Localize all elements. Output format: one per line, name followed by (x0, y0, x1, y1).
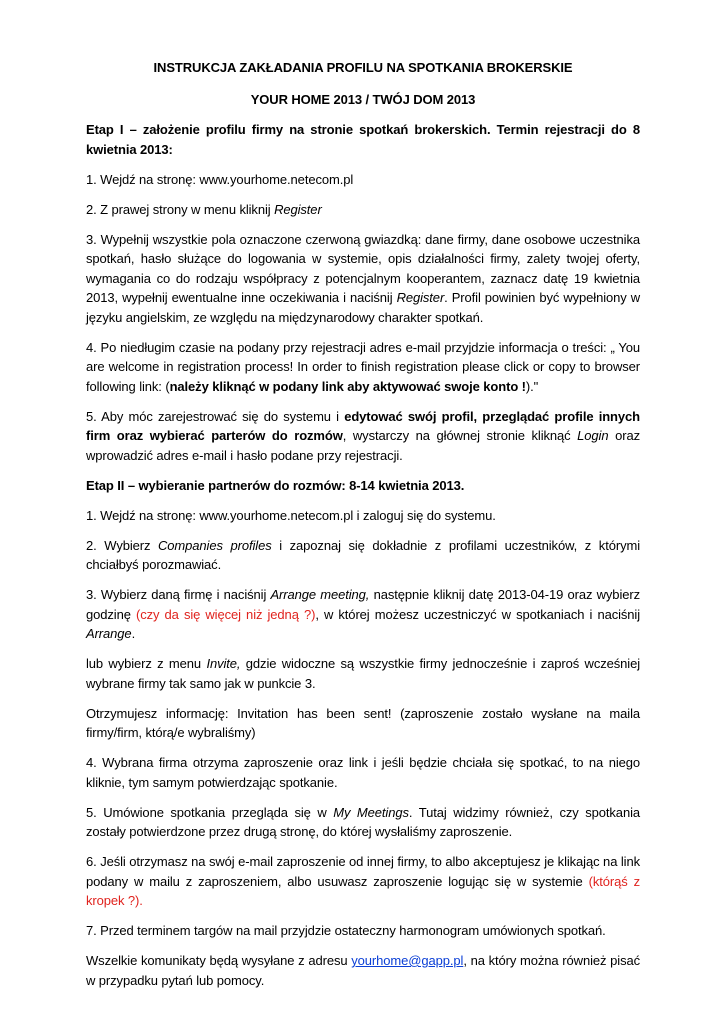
step-text: 5. Umówione spotkania przegląda się w (86, 804, 334, 820)
stage-1-heading-text: Etap I – założenie profilu firmy na stronie spotkań brokerskich. Termin rejestracji do 8 kwietnia 2013: (86, 122, 640, 157)
register-term: Register (396, 290, 445, 305)
stage-2-step-6 (86, 852, 640, 911)
login-term: Login (577, 428, 609, 443)
step-text: 4. Po niedługim czasie na podany przy rejestracji adres e-mail przyjdzie informacja o treści: „ You are welcome in registration process! In order to finish registration please click or copy to browser following link: ( (86, 339, 640, 394)
arrange-meeting-term: Arrange meeting, (270, 587, 370, 602)
stage-1-heading (86, 120, 640, 159)
stage-2-step-5 (86, 803, 640, 842)
document-title: INSTRUKCJA ZAKŁADANIA PROFILU NA SPOTKANIA BROKERSKIE (153, 60, 573, 75)
companies-profiles-term: Companies profiles (158, 537, 272, 553)
profile-actions: edytować swój profil, przeglądać profile innych firm oraz wybierać parterów do rozmów (86, 408, 640, 443)
step-text: . Profil powinien być wypełniony w języku angielskim, ze względu na międzynarodowy charakter spotkań. (86, 290, 640, 325)
activation-note: należy kliknąć w podany link aby aktywować swoje konto ! (169, 378, 526, 394)
step-text: )." (525, 378, 539, 394)
stage-2-step-3 (86, 585, 640, 644)
stage-2-heading-text: Etap II – wybieranie partnerów do rozmów: 8-14 kwietnia 2013. (86, 477, 465, 493)
stage-2-step-4: 4. Wybrana firma otrzyma zaproszenie oraz link i jeśli będzie chciała się spotkać, to na niego kliknie, tym samym potwierdzając spotkanie. (86, 755, 640, 790)
stage-1-step-4 (86, 338, 640, 397)
contact-email-link[interactable]: yourhome@gapp.pl (351, 953, 464, 968)
stage-2-step-2 (86, 536, 640, 575)
red-comment: (czy da się więcej niż jedną ?) (135, 606, 316, 622)
step-text: 2. Z prawej strony w menu kliknij (86, 201, 275, 217)
stage-1-step-1: 1. Wejdź na stronę: www.yourhome.netecom.pl (86, 171, 354, 187)
step-text: , na który można również pisać w przypadku pytań lub pomocy. (86, 953, 641, 988)
document-page (86, 58, 640, 1001)
step-text: oraz wprowadzić adres e-mail i hasło podane przy rejestracji. (86, 428, 640, 463)
stage-2-step-1: 1. Wejdź na stronę: www.yourhome.netecom.pl i zaloguj się do systemu. (86, 507, 496, 523)
step-text: 5. Aby móc zarejestrować się do systemu i (86, 408, 345, 424)
stage-1-step-2 (86, 200, 640, 220)
step-text: i zapoznaj się dokładnie z profilami uczestników, z którymi chciałbyś porozmawiać. (86, 537, 640, 572)
stage-2-step-7: 7. Przed terminem targów na mail przyjdzie ostateczny harmonogram umówionych spotkań. (86, 923, 606, 938)
stage-2-step-3-alt (86, 654, 640, 693)
step-text: następnie kliknij datę 2013-04-19 oraz wybierz godzinę (86, 587, 640, 622)
invite-term: Invite, (206, 656, 241, 671)
step-text: , wystarczy na głównej stronie kliknąć (342, 428, 578, 443)
step-text: , w której możesz uczestniczyć w spotkaniach i naciśnij (315, 606, 640, 622)
step-text: . Tutaj widzimy również, czy spotkania zostały potwierdzone przez drugą stronę, do której wysłaliśmy zaproszenie. (86, 804, 640, 839)
step-text: lub wybierz z menu (86, 656, 207, 671)
stage-1-step-3 (86, 230, 640, 328)
register-term: Register (274, 201, 322, 217)
document-subtitle: YOUR HOME 2013 / TWÓJ DOM 2013 (250, 91, 476, 107)
my-meetings-term: My Meetings (333, 804, 409, 820)
invitation-info: Otrzymujesz informację: Invitation has been sent! (zaproszenie zostało wysłane na maila firmy/firm, którą/e wybraliśmy) (86, 705, 640, 740)
stage-2-heading (86, 476, 640, 496)
step-text: 3. Wypełnij wszystkie pola oznaczone czerwoną gwiazdką: dane firmy, dane osobowe uczestnika spotkań, hasło służące do logowania w systemie, opis działalności firmy, zalety twojej oferty, wymagania co do rodzaju współpracy z potencjalnym kooperantem, zaznacz datę 19 kwietnia 2013, wypełnij ewentualne inne oczekiwania i naciśnij (86, 231, 640, 305)
contact-info (86, 951, 640, 990)
step-text: 6. Jeśli otrzymasz na swój e-mail zaproszenie od innej firmy, to albo akceptujesz je klikając na link podany w mailu z zaproszeniem, albo usuwasz zaproszenie logując się w systemie (86, 854, 640, 889)
arrange-term: Arrange (86, 626, 132, 641)
red-comment: (którąś z kropek ?). (86, 873, 640, 908)
stage-1-step-5 (86, 407, 640, 466)
step-text: 2. Wybierz (86, 537, 159, 553)
step-text: . (131, 626, 136, 641)
step-text: 3. Wybierz daną firmę i naciśnij (86, 587, 271, 602)
step-text: Wszelkie komunikaty będą wysyłane z adresu (86, 953, 352, 968)
step-text: gdzie widoczne są wszystkie firmy jednocześnie i zaproś wcześniej wybrane firmy tak samo jak w punkcie 3. (86, 656, 641, 691)
